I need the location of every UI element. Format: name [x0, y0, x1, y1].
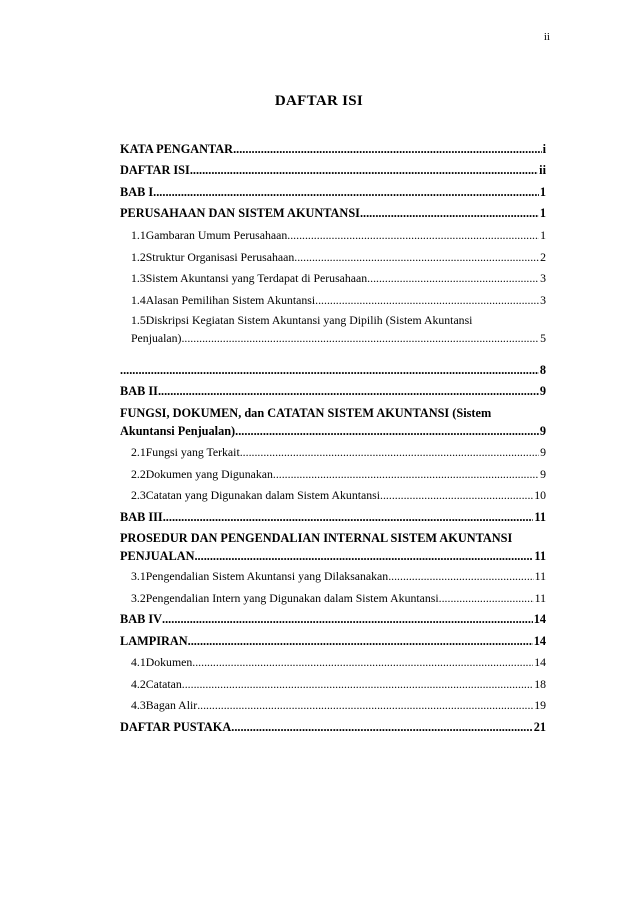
- toc-entry-page: 9: [540, 445, 546, 459]
- toc-leader-dots: [294, 248, 539, 266]
- toc-entry-label: 1.4Alasan Pemilihan Sistem Akuntansi: [131, 293, 316, 307]
- toc-entry-label: 2.3Catatan yang Digunakan dalam Sistem Akuntansi: [131, 488, 381, 502]
- toc-entry-2-1[interactable]: [131, 443, 546, 461]
- toc-entry-page: 9: [539, 384, 546, 398]
- toc-entry-4-2[interactable]: [131, 675, 546, 693]
- toc-entry-page: 1: [539, 185, 546, 199]
- toc-leader-dots: [367, 269, 539, 287]
- toc-entry-page: 19: [534, 698, 546, 712]
- toc-entry-page: 21: [533, 720, 546, 734]
- toc-entry-label: BAB II: [120, 384, 158, 398]
- toc-leader-dots: [388, 567, 533, 585]
- toc-leader-dots: [163, 508, 534, 526]
- toc-entry-page: 14: [533, 612, 546, 626]
- toc-leader-dots: [153, 183, 539, 201]
- toc-leader-dots: [181, 329, 539, 347]
- toc-entry-line2: [131, 329, 546, 347]
- toc-entry-page: 18: [534, 677, 546, 691]
- toc-entry-daftar-isi[interactable]: [120, 161, 546, 179]
- toc-leader-dots: [360, 204, 539, 222]
- toc-entry-page: 8: [539, 363, 546, 377]
- toc-entry-page: 14: [533, 634, 546, 648]
- toc-entry-page: 1: [540, 228, 546, 242]
- toc-entry-1-3[interactable]: [131, 269, 546, 287]
- toc-entry-label: DAFTAR ISI: [120, 163, 190, 177]
- toc-entry-label: 4.3Bagan Alir: [131, 698, 198, 712]
- toc-entry-page: ii: [539, 163, 546, 177]
- toc-entry-label: BAB IV: [120, 612, 163, 626]
- toc-entry-page: 1: [539, 206, 546, 220]
- toc-entry-label-line2: Penjualan): [131, 331, 182, 345]
- toc-entry-label: 1.2Struktur Organisasi Perusahaan: [131, 250, 295, 264]
- toc-leader-dots: [120, 361, 539, 379]
- toc-entry-4-1[interactable]: [131, 653, 546, 671]
- toc-leader-dots: [439, 589, 534, 607]
- toc-leader-dots: [194, 547, 533, 565]
- toc-entry-fungsi-dokumen[interactable]: [120, 404, 546, 440]
- toc-entry-bab-1[interactable]: [120, 183, 546, 201]
- toc-entry-page: 9: [539, 424, 546, 438]
- toc-entry-label: 3.2Pengendalian Intern yang Digunakan dalam Sistem Akuntansi: [131, 591, 439, 605]
- toc-leader-dots: [287, 226, 539, 244]
- toc-entry-page: 11: [534, 569, 546, 583]
- toc-entry-label: LAMPIRAN: [120, 634, 188, 648]
- toc-entry-page: 3: [540, 271, 546, 285]
- toc-leader-dots: [188, 632, 533, 650]
- page-title: DAFTAR ISI: [274, 93, 364, 109]
- toc-entry-label: 3.1Pengendalian Sistem Akuntansi yang Dilaksanakan: [131, 569, 389, 583]
- toc-entry-kata-pengantar[interactable]: [120, 140, 546, 158]
- toc-entry-label: 4.1Dokumen: [131, 655, 193, 669]
- toc-entry-perusahaan[interactable]: [120, 204, 546, 222]
- toc-leader-dots: [158, 382, 539, 400]
- toc-entry-bab-2[interactable]: [120, 382, 546, 400]
- toc-entry-daftar-pustaka[interactable]: [120, 718, 546, 736]
- toc-entry-bab-4[interactable]: [120, 610, 546, 628]
- toc-entry-page: 3: [540, 293, 546, 307]
- toc-entry-label-line1: FUNGSI, DOKUMEN, dan CATATAN SISTEM AKUNTANSI (Sistem: [120, 406, 492, 420]
- toc-entry-page: 11: [534, 510, 546, 524]
- toc-leader-dots: [190, 161, 538, 179]
- toc-entry-label: PERUSAHAAN DAN SISTEM AKUNTANSI: [120, 206, 360, 220]
- toc-entry-lampiran[interactable]: [120, 632, 546, 650]
- toc-leader-dots: [197, 696, 533, 714]
- toc-leader-dots: [380, 486, 533, 504]
- page-number: ii: [543, 31, 550, 43]
- toc-entry-page: 2: [540, 250, 546, 264]
- toc-entry-2-3[interactable]: [131, 486, 546, 504]
- toc-entry-page: 5: [540, 331, 546, 345]
- toc-leader-dots: [231, 718, 532, 736]
- toc-entry-bab-3[interactable]: [120, 508, 546, 526]
- toc-entry-4-3[interactable]: [131, 696, 546, 714]
- toc-entry-1-2[interactable]: [131, 248, 546, 266]
- toc-entry-label-line1: PROSEDUR DAN PENGENDALIAN INTERNAL SISTEM AKUNTANSI: [120, 531, 513, 545]
- toc-leader-dots: [273, 465, 539, 483]
- toc-entry-label: KATA PENGANTAR: [120, 142, 234, 156]
- toc-entry-2-2[interactable]: [131, 465, 546, 483]
- toc-entry-page: i: [542, 142, 546, 156]
- toc-leader-dots: [315, 291, 539, 309]
- toc-entry-page: 14: [534, 655, 546, 669]
- toc-entry-line2: [120, 422, 546, 440]
- toc-leader-dots: [233, 140, 542, 158]
- toc-entry-page: 11: [534, 591, 546, 605]
- toc-leader-dots: [182, 675, 533, 693]
- toc-entry-label-line1: 1.5Diskripsi Kegiatan Sistem Akuntansi yang Dipilih (Sistem Akuntansi: [131, 313, 473, 327]
- toc-entry-label: 4.2Catatan: [131, 677, 182, 691]
- toc-leader-dots: [240, 443, 539, 461]
- toc-entry-page: 11: [534, 549, 546, 563]
- toc-leader-dots: [235, 422, 539, 440]
- toc-entry-3-1[interactable]: [131, 567, 546, 585]
- toc-entry-line2: [120, 547, 546, 565]
- toc-entry-label-line2: Akuntansi Penjualan): [120, 424, 236, 438]
- toc-entry-prosedur[interactable]: [120, 529, 546, 565]
- toc-entry-label: DAFTAR PUSTAKA: [120, 720, 232, 734]
- toc-entry-label: 2.1Fungsi yang Terkait: [131, 445, 240, 459]
- toc-entry-label-line2: PENJUALAN: [120, 549, 195, 563]
- toc-entry-label: BAB I: [120, 185, 154, 199]
- toc-entry-label: BAB III: [120, 510, 163, 524]
- toc-entry-1-1[interactable]: [131, 226, 546, 244]
- toc-entry-page: 9: [540, 467, 546, 481]
- toc-entry-unlabeled[interactable]: [120, 361, 546, 379]
- toc-entry-label: 2.2Dokumen yang Digunakan: [131, 467, 273, 481]
- toc-entry-label: 1.3Sistem Akuntansi yang Terdapat di Perusahaan: [131, 271, 368, 285]
- toc-entry-page: 10: [534, 488, 546, 502]
- toc-entry-label: 1.1Gambaran Umum Perusahaan: [131, 228, 288, 242]
- toc-leader-dots: [162, 610, 533, 628]
- toc-entry-1-5[interactable]: [131, 311, 546, 347]
- toc-entry-1-4[interactable]: [131, 291, 546, 309]
- toc-leader-dots: [192, 653, 533, 671]
- toc-entry-3-2[interactable]: [131, 589, 546, 607]
